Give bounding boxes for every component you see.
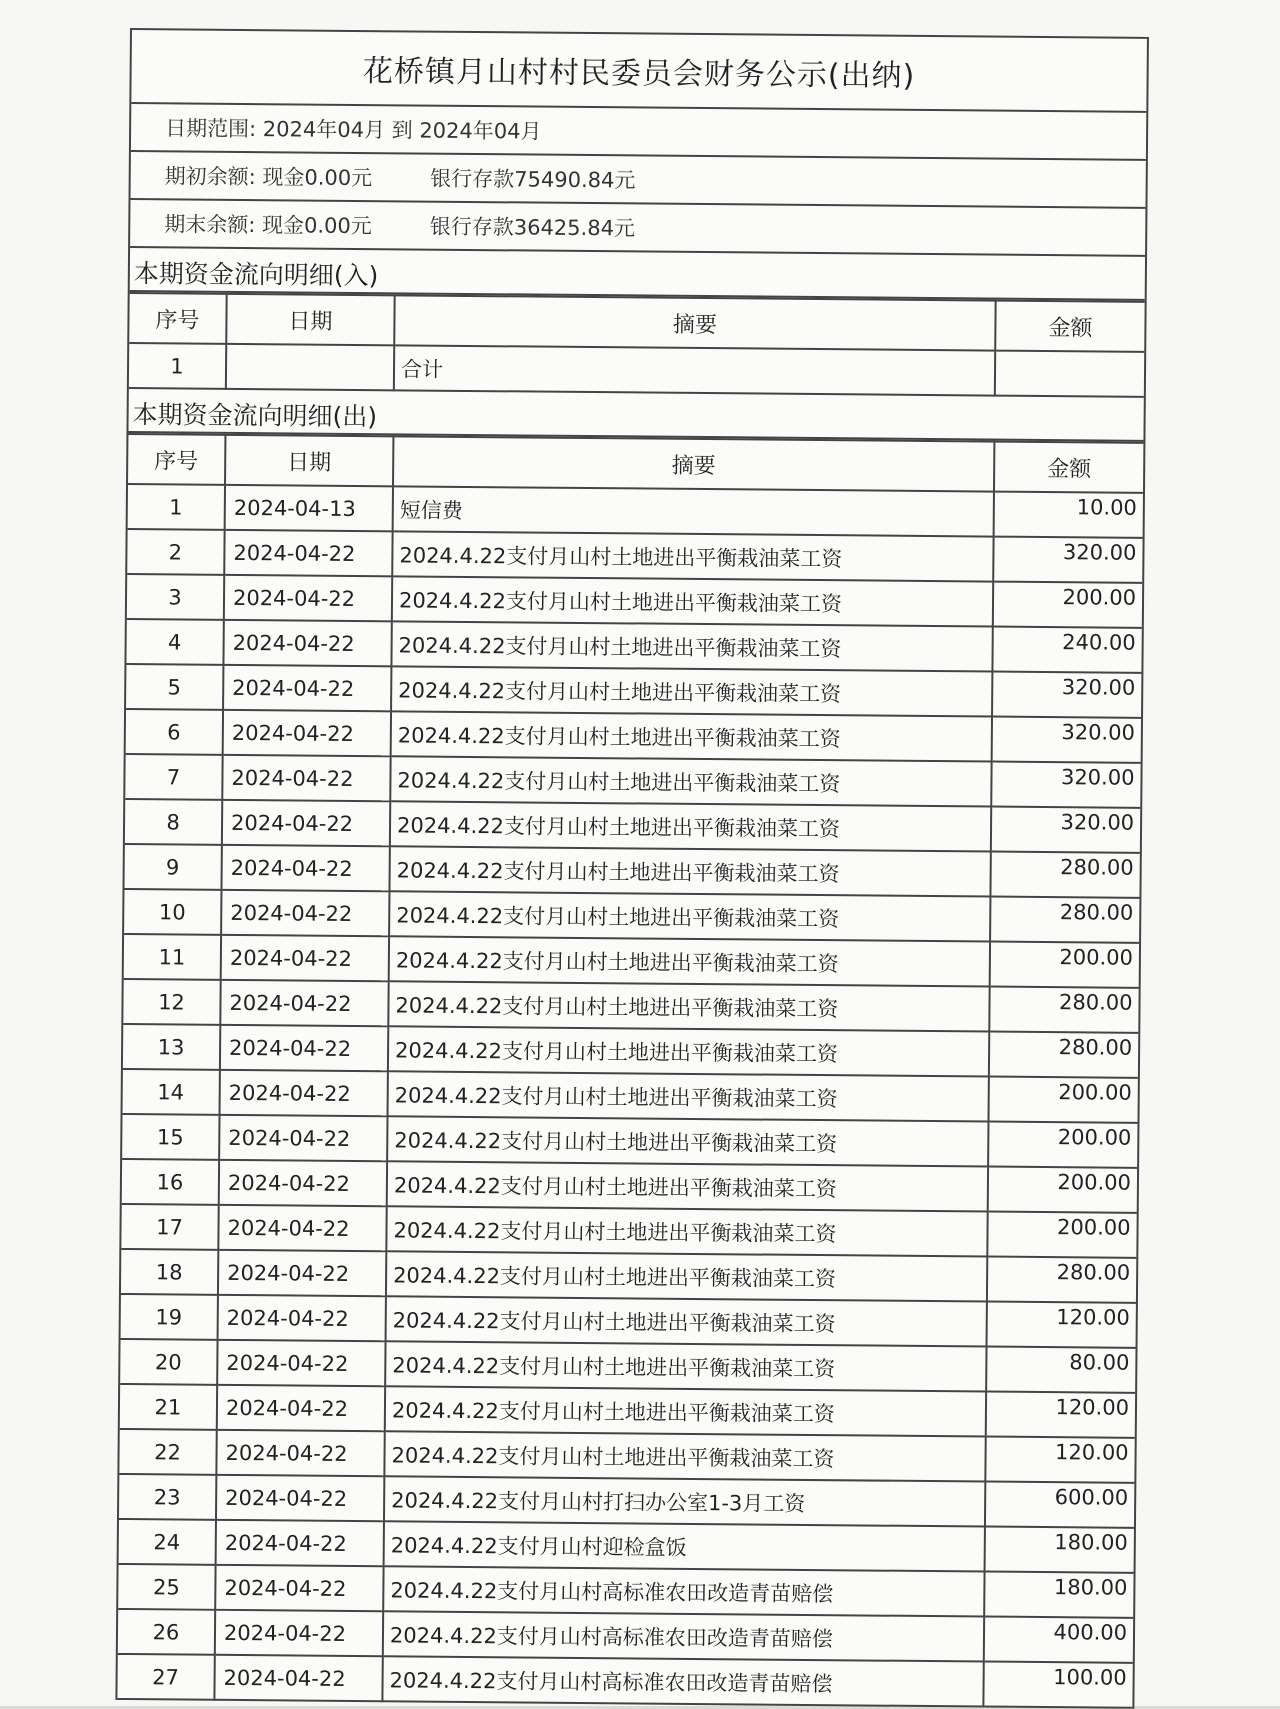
cell-amount: 10.00 xyxy=(994,492,1143,538)
opening-bank: 银行存款75490.84元 xyxy=(430,166,636,193)
cell-summary: 2024.4.22支付月山村土地进出平衡栽油菜工资 xyxy=(389,846,990,896)
cell-summary: 2024.4.22支付月山村土地进出平衡栽油菜工资 xyxy=(386,1206,987,1256)
header-summary: 摘要 xyxy=(394,295,995,350)
cell-amount xyxy=(995,351,1144,397)
header-seq: 序号 xyxy=(129,293,226,344)
cell-date: 2024-04-22 xyxy=(218,1295,386,1341)
inflow-table xyxy=(129,292,1145,398)
cell-summary: 2024.4.22支付月山村土地进出平衡栽油菜工资 xyxy=(390,756,991,806)
cell-seq: 24 xyxy=(119,1519,216,1565)
cell-summary: 2024.4.22支付月山村高标准农田改造青苗赔偿 xyxy=(383,1566,984,1616)
cell-seq: 27 xyxy=(117,1654,214,1700)
cell-amount: 320.00 xyxy=(991,762,1140,808)
cell-date: 2024-04-22 xyxy=(216,1475,384,1521)
cell-date: 2024-04-22 xyxy=(222,800,390,846)
cell-amount: 120.00 xyxy=(987,1302,1136,1348)
header-date: 日期 xyxy=(226,294,394,345)
cell-amount: 280.00 xyxy=(990,852,1139,898)
cell-seq: 5 xyxy=(126,664,223,710)
cell-summary: 2024.4.22支付月山村土地进出平衡栽油菜工资 xyxy=(385,1341,986,1391)
cell-seq: 18 xyxy=(121,1249,218,1295)
cell-summary: 2024.4.22支付月山村高标准农田改造青苗赔偿 xyxy=(383,1611,984,1661)
cell-summary: 2024.4.22支付月山村土地进出平衡栽油菜工资 xyxy=(391,621,992,671)
cell-summary: 2024.4.22支付月山村土地进出平衡栽油菜工资 xyxy=(385,1386,986,1436)
cell-seq: 23 xyxy=(119,1474,216,1520)
cell-seq: 7 xyxy=(125,754,222,800)
cell-date: 2024-04-22 xyxy=(220,1070,388,1116)
cell-date: 2024-04-22 xyxy=(218,1250,386,1296)
cell-amount: 120.00 xyxy=(985,1437,1134,1483)
cell-summary: 2024.4.22支付月山村土地进出平衡栽油菜工资 xyxy=(386,1296,987,1346)
cell-date: 2024-04-22 xyxy=(220,1025,388,1071)
cell-summary: 2024.4.22支付月山村打扫办公室1-3月工资 xyxy=(384,1476,985,1526)
cell-date: 2024-04-22 xyxy=(217,1385,385,1431)
closing-balance-row xyxy=(130,200,1145,257)
cell-amount: 320.00 xyxy=(991,807,1140,853)
cell-summary: 2024.4.22支付月山村土地进出平衡栽油菜工资 xyxy=(386,1251,987,1301)
cell-amount: 200.00 xyxy=(987,1212,1136,1258)
cell-date: 2024-04-22 xyxy=(221,935,389,981)
cell-summary: 2024.4.22支付月山村土地进出平衡栽油菜工资 xyxy=(384,1431,985,1481)
cell-date: 2024-04-22 xyxy=(214,1655,382,1701)
cell-amount: 320.00 xyxy=(992,672,1141,718)
cell-amount: 80.00 xyxy=(986,1347,1135,1393)
closing-cash: 期末余额: 现金0.00元 xyxy=(164,212,372,239)
cell-seq: 3 xyxy=(127,574,224,620)
inflow-body xyxy=(129,343,1144,397)
cell-date: 2024-04-22 xyxy=(221,845,389,891)
cell-summary: 2024.4.22支付月山村土地进出平衡栽油菜工资 xyxy=(391,666,992,716)
cell-amount: 200.00 xyxy=(993,582,1142,628)
cell-seq: 1 xyxy=(128,484,225,530)
cell-date: 2024-04-22 xyxy=(219,1115,387,1161)
outflow-section-title: 本期资金流向明细(出) xyxy=(128,389,1143,442)
outflow-table xyxy=(117,433,1143,1709)
cell-date: 2024-04-22 xyxy=(219,1160,387,1206)
header-seq: 序号 xyxy=(128,434,225,485)
table-row xyxy=(129,343,1144,397)
cell-summary: 2024.4.22支付月山村土地进出平衡栽油菜工资 xyxy=(392,576,993,626)
cell-seq: 8 xyxy=(125,799,222,845)
cell-summary: 合计 xyxy=(394,345,995,395)
cell-date: 2024-04-22 xyxy=(224,530,392,576)
cell-seq: 13 xyxy=(123,1024,220,1070)
cell-amount: 280.00 xyxy=(990,897,1139,943)
cell-date: 2024-04-22 xyxy=(223,620,391,666)
cell-seq: 10 xyxy=(124,889,221,935)
cell-seq: 6 xyxy=(126,709,223,755)
cell-amount: 180.00 xyxy=(984,1572,1133,1618)
cell-seq: 4 xyxy=(126,619,223,665)
cell-amount: 180.00 xyxy=(985,1527,1134,1573)
cell-seq: 22 xyxy=(119,1429,216,1475)
cell-amount: 200.00 xyxy=(988,1077,1137,1123)
cell-summary: 2024.4.22支付月山村土地进出平衡栽油菜工资 xyxy=(389,936,990,986)
cell-date: 2024-04-22 xyxy=(216,1430,384,1476)
cell-seq: 21 xyxy=(120,1384,217,1430)
cell-summary: 2024.4.22支付月山村土地进出平衡栽油菜工资 xyxy=(387,1161,988,1211)
cell-date: 2024-04-22 xyxy=(222,755,390,801)
cell-summary: 2024.4.22支付月山村土地进出平衡栽油菜工资 xyxy=(391,711,992,761)
cell-amount: 200.00 xyxy=(990,942,1139,988)
cell-summary: 2024.4.22支付月山村土地进出平衡栽油菜工资 xyxy=(387,1116,988,1166)
cell-amount: 200.00 xyxy=(988,1122,1137,1168)
cell-amount: 280.00 xyxy=(989,1032,1138,1078)
header-amount: 金额 xyxy=(994,442,1143,493)
cell-summary: 2024.4.22支付月山村土地进出平衡栽油菜工资 xyxy=(388,1026,989,1076)
cell-summary: 短信费 xyxy=(393,486,994,536)
cell-seq: 25 xyxy=(118,1564,215,1610)
header-date: 日期 xyxy=(225,435,393,486)
cell-amount: 280.00 xyxy=(987,1257,1136,1303)
cell-summary: 2024.4.22支付月山村土地进出平衡栽油菜工资 xyxy=(388,981,989,1031)
cell-seq: 15 xyxy=(122,1114,219,1160)
cell-summary: 2024.4.22支付月山村迎检盒饭 xyxy=(384,1521,985,1571)
cell-date xyxy=(226,344,394,390)
cell-seq: 17 xyxy=(121,1204,218,1250)
cell-amount: 320.00 xyxy=(993,537,1142,583)
finance-disclosure-sheet xyxy=(115,28,1149,1709)
cell-date: 2024-04-22 xyxy=(218,1205,386,1251)
cell-summary: 2024.4.22支付月山村土地进出平衡栽油菜工资 xyxy=(389,891,990,941)
outflow-body xyxy=(117,484,1143,1708)
cell-summary: 2024.4.22支付月山村土地进出平衡栽油菜工资 xyxy=(390,801,991,851)
cell-date: 2024-04-22 xyxy=(221,890,389,936)
cell-seq: 16 xyxy=(122,1159,219,1205)
cell-seq: 2 xyxy=(127,529,224,575)
cell-amount: 240.00 xyxy=(992,627,1141,673)
date-range: 日期范围: 2024年04月 到 2024年04月 xyxy=(165,116,542,144)
inflow-header-row xyxy=(129,293,1144,352)
cell-seq: 11 xyxy=(124,934,221,980)
cell-date: 2024-04-22 xyxy=(223,710,391,756)
cell-date: 2024-04-22 xyxy=(215,1565,383,1611)
cell-summary: 2024.4.22支付月山村高标准农田改造青苗赔偿 xyxy=(382,1656,983,1706)
date-range-row xyxy=(131,104,1146,161)
cell-seq: 1 xyxy=(129,343,226,389)
outflow-header-row xyxy=(128,434,1143,493)
header-amount: 金额 xyxy=(995,301,1144,352)
cell-seq: 19 xyxy=(121,1294,218,1340)
document-title: 花桥镇月山村村民委员会财务公示(出纳) xyxy=(131,28,1147,113)
opening-balance-row xyxy=(130,152,1145,209)
cell-amount: 200.00 xyxy=(988,1167,1137,1213)
cell-amount: 400.00 xyxy=(984,1617,1133,1663)
cell-amount: 120.00 xyxy=(986,1392,1135,1438)
cell-date: 2024-04-22 xyxy=(215,1610,383,1656)
cell-date: 2024-04-22 xyxy=(224,575,392,621)
cell-amount: 100.00 xyxy=(983,1662,1132,1708)
cell-amount: 280.00 xyxy=(989,987,1138,1033)
header-summary: 摘要 xyxy=(393,436,994,491)
cell-amount: 600.00 xyxy=(985,1482,1134,1528)
cell-seq: 9 xyxy=(124,844,221,890)
cell-date: 2024-04-22 xyxy=(216,1520,384,1566)
cell-summary: 2024.4.22支付月山村土地进出平衡栽油菜工资 xyxy=(388,1071,989,1121)
cell-date: 2024-04-22 xyxy=(223,665,391,711)
cell-date: 2024-04-13 xyxy=(225,485,393,531)
cell-seq: 14 xyxy=(123,1069,220,1115)
table-row xyxy=(117,1654,1132,1708)
cell-amount: 320.00 xyxy=(992,717,1141,763)
cell-seq: 12 xyxy=(123,979,220,1025)
cell-seq: 20 xyxy=(120,1339,217,1385)
closing-bank: 银行存款36425.84元 xyxy=(429,214,636,241)
cell-date: 2024-04-22 xyxy=(220,980,388,1026)
cell-summary: 2024.4.22支付月山村土地进出平衡栽油菜工资 xyxy=(392,531,993,581)
cell-seq: 26 xyxy=(118,1609,215,1655)
inflow-section-title: 本期资金流向明细(入) xyxy=(130,248,1145,301)
opening-cash: 期初余额: 现金0.00元 xyxy=(164,164,373,191)
cell-date: 2024-04-22 xyxy=(217,1340,385,1386)
